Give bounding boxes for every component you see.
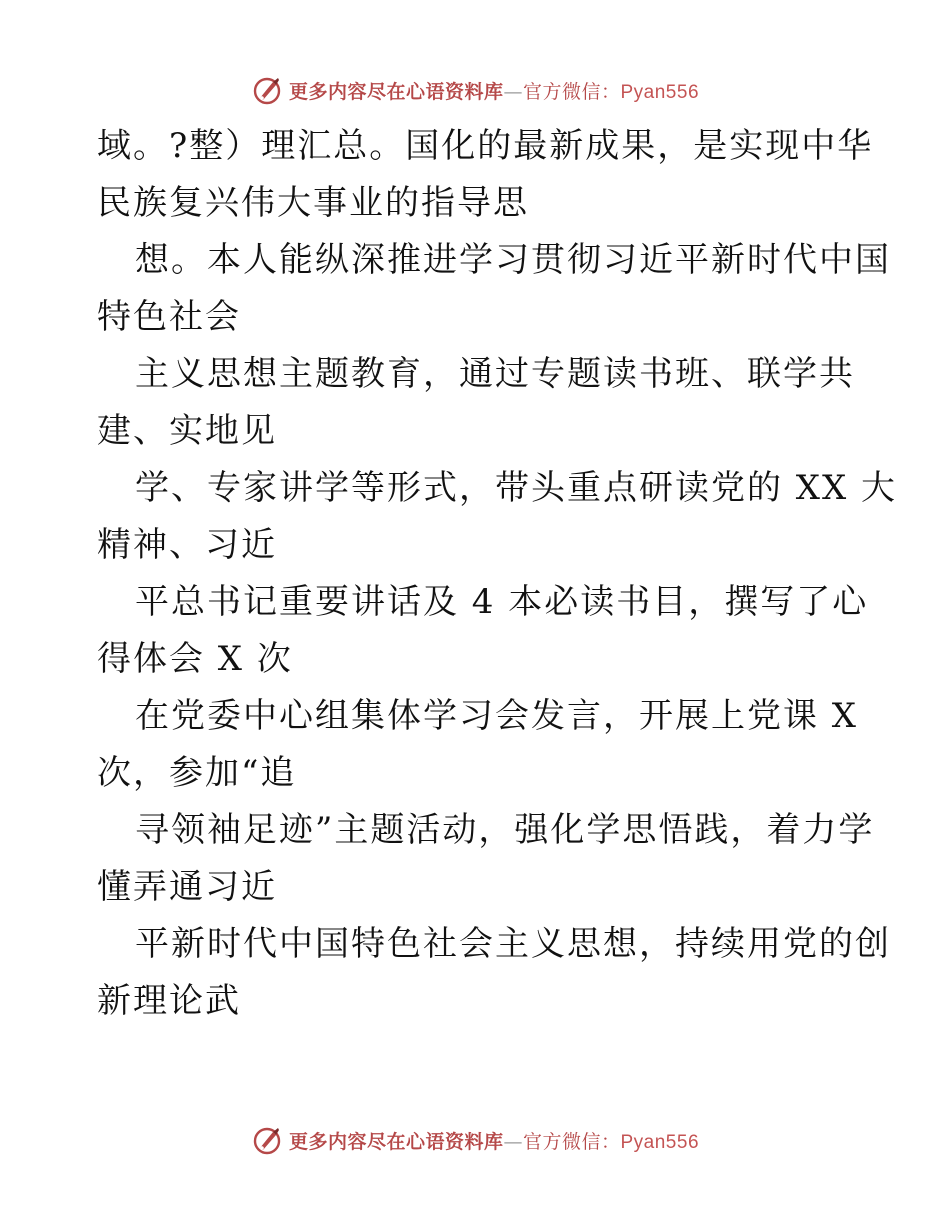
body-text-line: 民族复兴伟大事业的指导思 <box>97 183 529 223</box>
banner-wechat-label: 官方微信： <box>522 1130 621 1153</box>
body-text-line: 想。本人能纵深推进学习贯彻习近平新时代中国 <box>135 240 891 280</box>
body-text-line: 平总书记重要讲话及 4 本必读书目，撰写了心 <box>135 582 869 622</box>
banner-wechat-label: 官方微信： <box>522 80 621 103</box>
footer-banner <box>0 1120 950 1160</box>
body-text-line: 建、实地见 <box>97 411 277 451</box>
banner-separator: — <box>503 80 523 103</box>
body-text-line: 平新时代中国特色社会主义思想，持续用党的创 <box>135 924 891 964</box>
body-text-line: 懂弄通习近 <box>97 867 277 907</box>
quill-pen-logo-icon <box>251 74 283 106</box>
body-text-line: 特色社会 <box>97 297 241 337</box>
banner-wechat-id: Pyan556 <box>620 81 700 103</box>
body-text-line: 得体会 X 次 <box>97 639 293 679</box>
body-text-line: 域。?整）理汇总。国化的最新成果，是实现中华 <box>97 126 874 166</box>
body-text-line: 在党委中心组集体学习会发言，开展上党课 X <box>135 696 859 736</box>
banner-wechat-id: Pyan556 <box>620 1131 700 1153</box>
body-text-line: 精神、习近 <box>97 525 277 565</box>
body-text-line: 学、专家讲学等形式，带头重点研读党的 XX 大 <box>135 468 898 508</box>
body-text-line: 主义思想主题教育，通过专题读书班、联学共 <box>135 354 855 394</box>
body-text-line: 新理论武 <box>97 981 241 1021</box>
footer-banner-text <box>289 1127 699 1154</box>
quill-pen-logo-icon <box>251 1124 283 1156</box>
document-body <box>97 118 898 1030</box>
header-banner <box>0 70 950 110</box>
body-text-line: 寻领袖足迹”主题活动，强化学思悟践，着力学 <box>135 810 875 850</box>
banner-separator: — <box>503 1130 523 1153</box>
body-text-line: 次，参加“追 <box>97 753 297 793</box>
banner-brand: 更多内容尽在心语资料库 <box>288 80 504 103</box>
banner-brand: 更多内容尽在心语资料库 <box>288 1130 504 1153</box>
header-banner-text <box>289 77 699 104</box>
